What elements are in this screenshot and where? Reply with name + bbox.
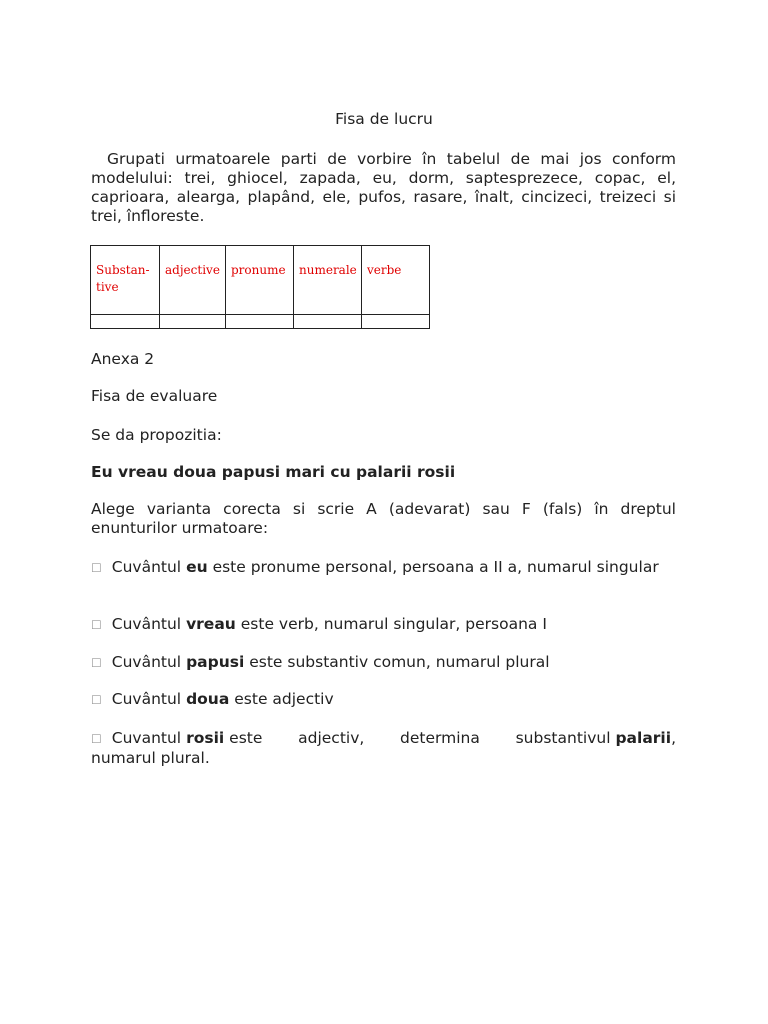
given-sentence: Eu vreau doua papusi mari cu palarii rosii: [91, 463, 456, 481]
table-cell: [362, 246, 430, 315]
table-answer-row: [91, 315, 430, 329]
parts-of-speech-table: [90, 245, 430, 329]
empty-checkbox-icon[interactable]: ☐: [91, 618, 102, 632]
empty-checkbox-icon[interactable]: ☐: [91, 561, 102, 575]
column-header-verbe: verbe: [367, 263, 402, 277]
answer-cell[interactable]: [160, 315, 226, 329]
table-cell: [294, 246, 362, 315]
instruction-text: Alege varianta corecta si scrie A (adevarat) sau F (fals) în dreptul enunturilor urmatoare:: [91, 500, 676, 537]
statement-item: ☐ Cuvântul papusi este substantiv comun, numarul plural: [91, 653, 550, 671]
column-header-pronume: pronume: [231, 263, 286, 277]
column-header-numerale: numerale: [299, 263, 357, 277]
answer-cell[interactable]: [362, 315, 430, 329]
statement-line: ☐ Cuvantul rosii este adjectiv, determina substantivul palarii,: [91, 729, 676, 747]
empty-checkbox-icon[interactable]: ☐: [91, 656, 102, 670]
table-header-row: [91, 246, 430, 315]
column-header-substantive: Substan- tive: [96, 263, 150, 294]
column-header-adjective: adjective: [165, 263, 220, 277]
empty-checkbox-icon[interactable]: ☐: [91, 732, 102, 746]
table-cell: [160, 246, 226, 315]
statement-line: numarul plural.: [91, 749, 210, 767]
table-cell: [91, 246, 160, 315]
statement-item: ☐ Cuvântul vreau este verb, numarul singular, persoana I: [91, 615, 547, 633]
statement-item: ☐ Cuvântul doua este adjectiv: [91, 690, 334, 708]
statement-item: ☐ Cuvântul eu este pronume personal, persoana a II a, numarul singular: [91, 558, 659, 576]
worksheet-intro: Grupati urmatoarele parti de vorbire în tabelul de mai jos conform modelului: trei, ghiocel, zapada, eu, dorm, saptesprezece, copac, el, caprioara, alearga, plapând, ele, pufos, rasare, înalt, cincizeci, treizeci si trei, înfloreste.: [91, 150, 676, 225]
table-cell: [226, 246, 294, 315]
sentence-prompt: Se da propozitia:: [91, 426, 222, 444]
answer-cell[interactable]: [91, 315, 160, 329]
answer-cell[interactable]: [294, 315, 362, 329]
appendix-label: Anexa 2: [91, 350, 155, 368]
answer-cell[interactable]: [226, 315, 294, 329]
statement-item: [91, 729, 676, 768]
empty-checkbox-icon[interactable]: ☐: [91, 693, 102, 707]
worksheet-title: Fisa de lucru: [335, 110, 433, 128]
evaluation-title: Fisa de evaluare: [91, 387, 218, 405]
